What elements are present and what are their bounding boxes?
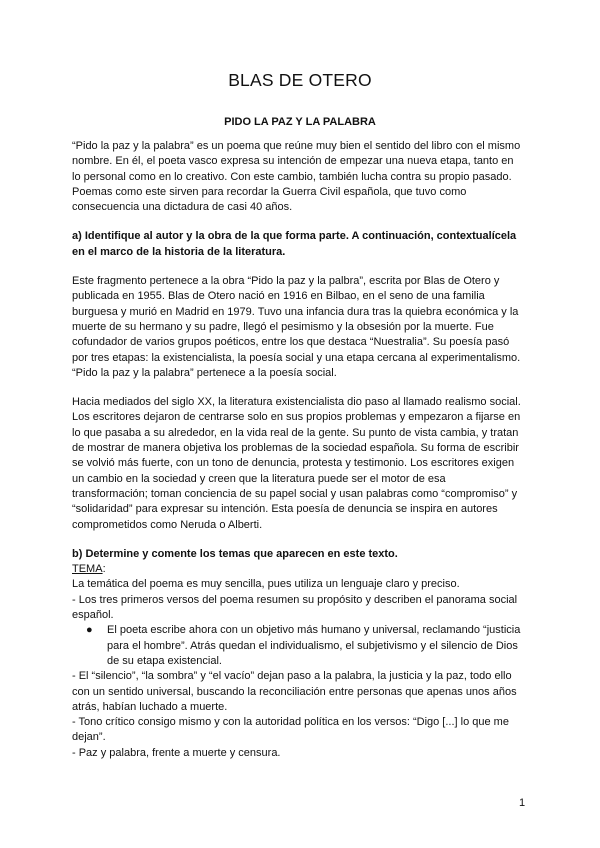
- answer-a-paragraph-1: [72, 274, 532, 381]
- text-line: a) Identifique al autor y la obra de la que forma parte. A continuación, contextualícela: [72, 230, 517, 243]
- text-line: nombre. En él, el poeta vasco expresa su intención de empezar una nueva etapa, tanto en: [72, 155, 514, 168]
- tema-heading: [72, 562, 532, 577]
- text-line: - Tono crítico consigo mismo y con la autoridad política en los versos: “Digo [...] lo que me: [72, 716, 509, 729]
- text-line: cofundador de varios grupos poéticos, entre los que destaca “Nuestralia”. Su poesía pasó: [72, 336, 510, 349]
- text-line: por tres etapas: la existencialista, la poesía social y una etapa cercana al experimentalismo.: [72, 351, 521, 364]
- text-line: con un sentido universal, buscando la reconciliación entre personas que apenas unos años: [72, 685, 517, 698]
- text-line: de su etapa existencial.: [107, 654, 222, 667]
- text-line: Este fragmento pertenece a la obra “Pido la paz y la palbra”, escrita por Blas de Otero y: [72, 275, 500, 288]
- text-line: Hacia mediados del siglo XX, la literatura existencialista dio paso al llamado realismo social.: [72, 396, 521, 409]
- text-line: comprometidos como Neruda o Alberti.: [72, 518, 263, 531]
- text-line: - Los tres primeros versos del poema resumen su propósito y describen el panorama social: [72, 593, 518, 606]
- bullet-dot-icon: ●: [86, 624, 93, 637]
- text-line: lo que pasaba a su alrededor, en la vida real de la gente. Su punto de vista cambia, y tratan: [72, 426, 519, 439]
- text-line: lo personal como en lo creativo. Con este cambio, también lucha contra su propio pasado.: [72, 170, 512, 183]
- text-line: El poeta escribe ahora con un objetivo más humano y universal, reclamando “justicia: [107, 624, 521, 637]
- text-line: transformación; toman conciencia de su papel social y usan palabras como “compromiso” y: [72, 487, 518, 500]
- text-line: se volvió más fuerte, con un tono de denuncia, protesta y testimonio. Los escritores exigen: [72, 457, 515, 470]
- text-line: en el marco de la historia de la literatura.: [72, 245, 286, 258]
- bullet-item: [72, 623, 532, 669]
- text-line: consecuencia una dictadura de casi 40 años.: [72, 201, 293, 214]
- text-line: Los escritores dejaron de centrarse solo en sus propios problemas y empezaron a fijarse en: [72, 411, 521, 424]
- tema-label: TEMA: [72, 563, 103, 576]
- text-line: para el hombre”. Atrás quedan el individualismo, el subjetivismo y el silencio de Dios: [107, 639, 518, 652]
- text-line: español.: [72, 609, 114, 622]
- text-line: burguesa y murió en Madrid en 1979. Tuvo una infancia dura tras la quiebra económica y la: [72, 305, 519, 318]
- text-line: - El “silencio”, “la sombra” y “el vacío” dejan paso a la palabra, la justicia y la paz, todo ello: [72, 670, 512, 683]
- answer-a-paragraph-2: [72, 395, 532, 533]
- page-number: 1: [519, 797, 526, 809]
- text-line: dejan”.: [72, 731, 106, 744]
- question-b: b) Determine y comente los temas que aparecen en este texto.: [72, 547, 398, 560]
- doc-title: BLAS DE OTERO: [228, 70, 372, 90]
- text-line: muerte de su hermano y su padre, llegó el pesimismo y la obsesión por la muerte. Fue: [72, 320, 494, 333]
- text-line: La temática del poema es muy sencilla, pues utiliza un lenguaje claro y preciso.: [72, 578, 460, 591]
- doc-body: [72, 139, 532, 761]
- text-line: un cambio en la sociedad y creen que la literatura puede ser el motor de esa: [72, 472, 446, 485]
- tema-points: [72, 669, 532, 761]
- text-line: de mostrar de manera objetiva los problemas de la sociedad española. Su forma de escribir: [72, 442, 519, 455]
- intro-paragraph: [72, 139, 532, 215]
- text-line: “Pido la paz y la palabra” pertenece a la poesía social.: [72, 366, 337, 379]
- doc-subtitle: PIDO LA PAZ Y LA PALABRA: [224, 116, 376, 128]
- text-line: - Paz y palabra, frente a muerte y censura.: [72, 746, 281, 759]
- text-line: publicada en 1955. Blas de Otero nació en 1916 en Bilbao, en el seno de una familia: [72, 290, 485, 303]
- tema-paragraph: [72, 577, 532, 623]
- text-line: Poemas como este sirven para recordar la Guerra Civil española, que tuvo como: [72, 185, 467, 198]
- text-line: atrás, habían luchado a muerte.: [72, 700, 228, 713]
- question-a: [72, 229, 532, 260]
- tema-colon: :: [102, 563, 106, 576]
- text-line: “Pido la paz y la palabra” es un poema que reúne muy bien el sentido del libro con el mismo: [72, 140, 521, 152]
- text-line: “solidaridad” para expresar su intención. Esta poesía de denuncia se inspira en autores: [72, 503, 498, 516]
